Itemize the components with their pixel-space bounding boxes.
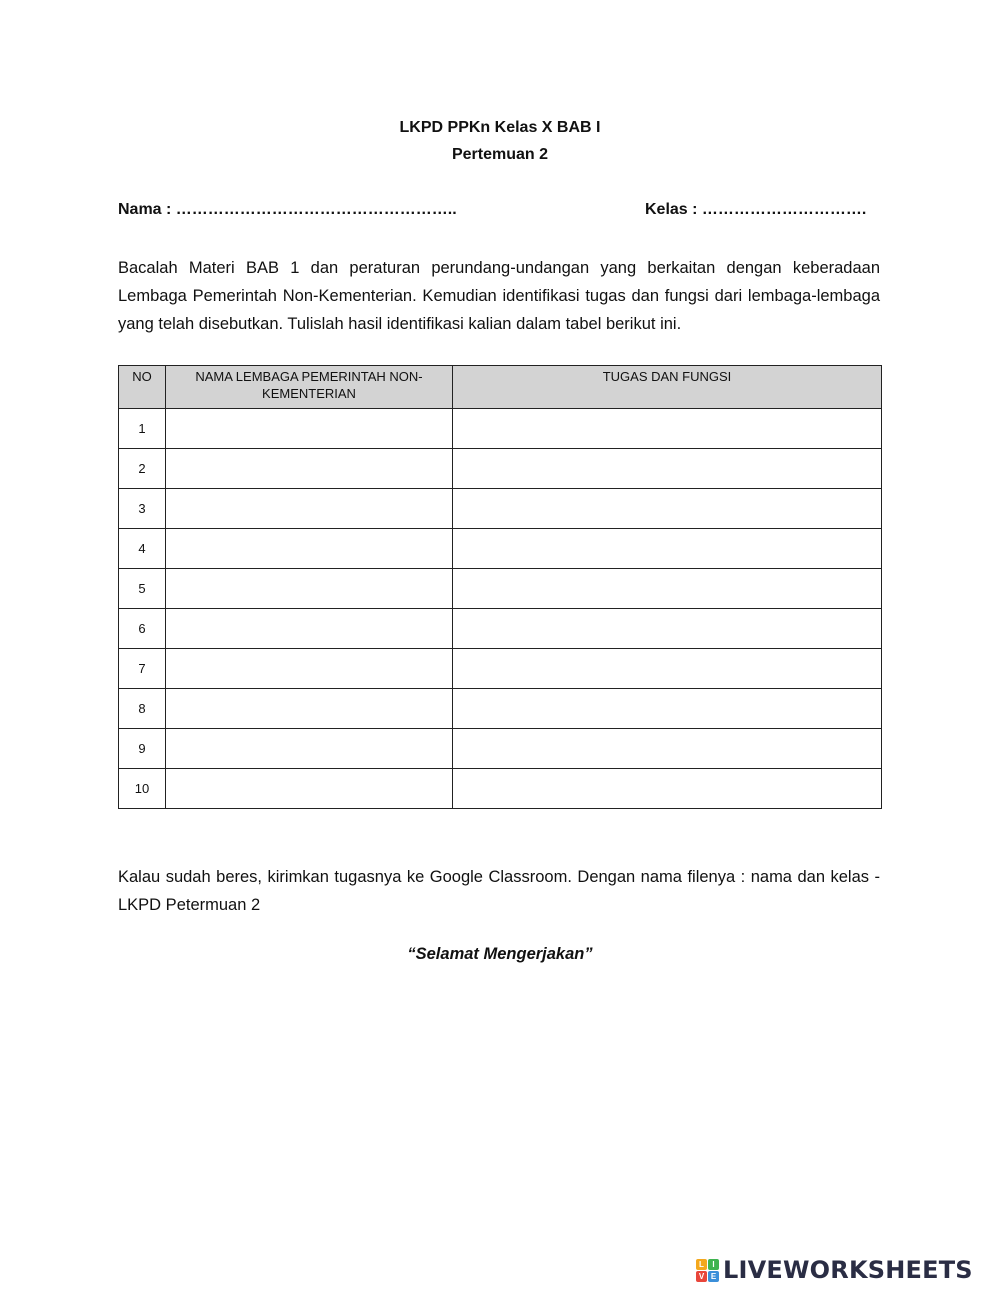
- duties-functions-cell[interactable]: [453, 649, 882, 689]
- row-number: 5: [119, 569, 166, 609]
- header-tugas-fungsi: TUGAS DAN FUNGSI: [453, 366, 882, 409]
- header-nama-lembaga: NAMA LEMBAGA PEMERINTAH NON-KEMENTERIAN: [166, 366, 453, 409]
- logo-letter-tile: I: [708, 1259, 719, 1270]
- liveworksheets-logo-icon: [696, 1259, 719, 1282]
- class-field: Kelas : ………………………….: [645, 201, 867, 218]
- agency-name-cell[interactable]: [166, 449, 453, 489]
- table-row: [119, 489, 882, 529]
- duties-functions-cell[interactable]: [453, 729, 882, 769]
- agency-name-cell[interactable]: [166, 689, 453, 729]
- duties-functions-cell[interactable]: [453, 449, 882, 489]
- identification-table: [118, 365, 882, 809]
- duties-functions-cell[interactable]: [453, 569, 882, 609]
- row-number: 7: [119, 649, 166, 689]
- header-no: NO: [119, 366, 166, 409]
- table-row: [119, 609, 882, 649]
- table-row: [119, 569, 882, 609]
- table-row: [119, 409, 882, 449]
- agency-name-cell[interactable]: [166, 409, 453, 449]
- document-subtitle: Pertemuan 2: [451, 146, 549, 163]
- row-number: 3: [119, 489, 166, 529]
- logo-letter-tile: V: [696, 1271, 707, 1282]
- closing-paragraph: Kalau sudah beres, kirimkan tugasnya ke Google Classroom. Dengan nama filenya : nama dan kelas - LKPD Petermuan 2: [118, 868, 880, 914]
- duties-functions-cell[interactable]: [453, 409, 882, 449]
- row-number: 4: [119, 529, 166, 569]
- table-header-row: [119, 366, 882, 409]
- row-number: 8: [119, 689, 166, 729]
- table-row: [119, 689, 882, 729]
- row-number: 1: [119, 409, 166, 449]
- table-row: [119, 649, 882, 689]
- agency-name-cell[interactable]: [166, 529, 453, 569]
- liveworksheets-logo: [696, 1254, 973, 1286]
- duties-functions-cell[interactable]: [453, 689, 882, 729]
- agency-name-cell[interactable]: [166, 569, 453, 609]
- row-number: 6: [119, 609, 166, 649]
- agency-name-cell[interactable]: [166, 489, 453, 529]
- logo-letter-tile: E: [708, 1271, 719, 1282]
- instruction-paragraph: Bacalah Materi BAB 1 dan peraturan perundang-undangan yang berkaitan dengan keberadaan Lembaga Pemerintah Non-Kementerian. Kemudian identifikasi tugas dan fungsi dari lembaga-lembaga yang telah disebutkan. Tulislah hasil identifikasi kalian dalam tabel berikut ini.: [118, 259, 880, 333]
- document-title: LKPD PPKn Kelas X BAB I: [399, 119, 601, 136]
- table-row: [119, 529, 882, 569]
- table-row: [119, 769, 882, 809]
- agency-name-cell[interactable]: [166, 609, 453, 649]
- duties-functions-cell[interactable]: [453, 489, 882, 529]
- logo-letter-tile: L: [696, 1259, 707, 1270]
- row-number: 10: [119, 769, 166, 809]
- table-row: [119, 449, 882, 489]
- name-field: Nama : ……………………………………………..: [118, 201, 457, 218]
- agency-name-cell[interactable]: [166, 769, 453, 809]
- agency-name-cell[interactable]: [166, 729, 453, 769]
- closing-motto: “Selamat Mengerjakan”: [407, 945, 593, 963]
- row-number: 2: [119, 449, 166, 489]
- duties-functions-cell[interactable]: [453, 769, 882, 809]
- agency-name-cell[interactable]: [166, 649, 453, 689]
- table-row: [119, 729, 882, 769]
- liveworksheets-wordmark: LIVEWORKSHEETS: [723, 1256, 973, 1284]
- row-number: 9: [119, 729, 166, 769]
- duties-functions-cell[interactable]: [453, 609, 882, 649]
- duties-functions-cell[interactable]: [453, 529, 882, 569]
